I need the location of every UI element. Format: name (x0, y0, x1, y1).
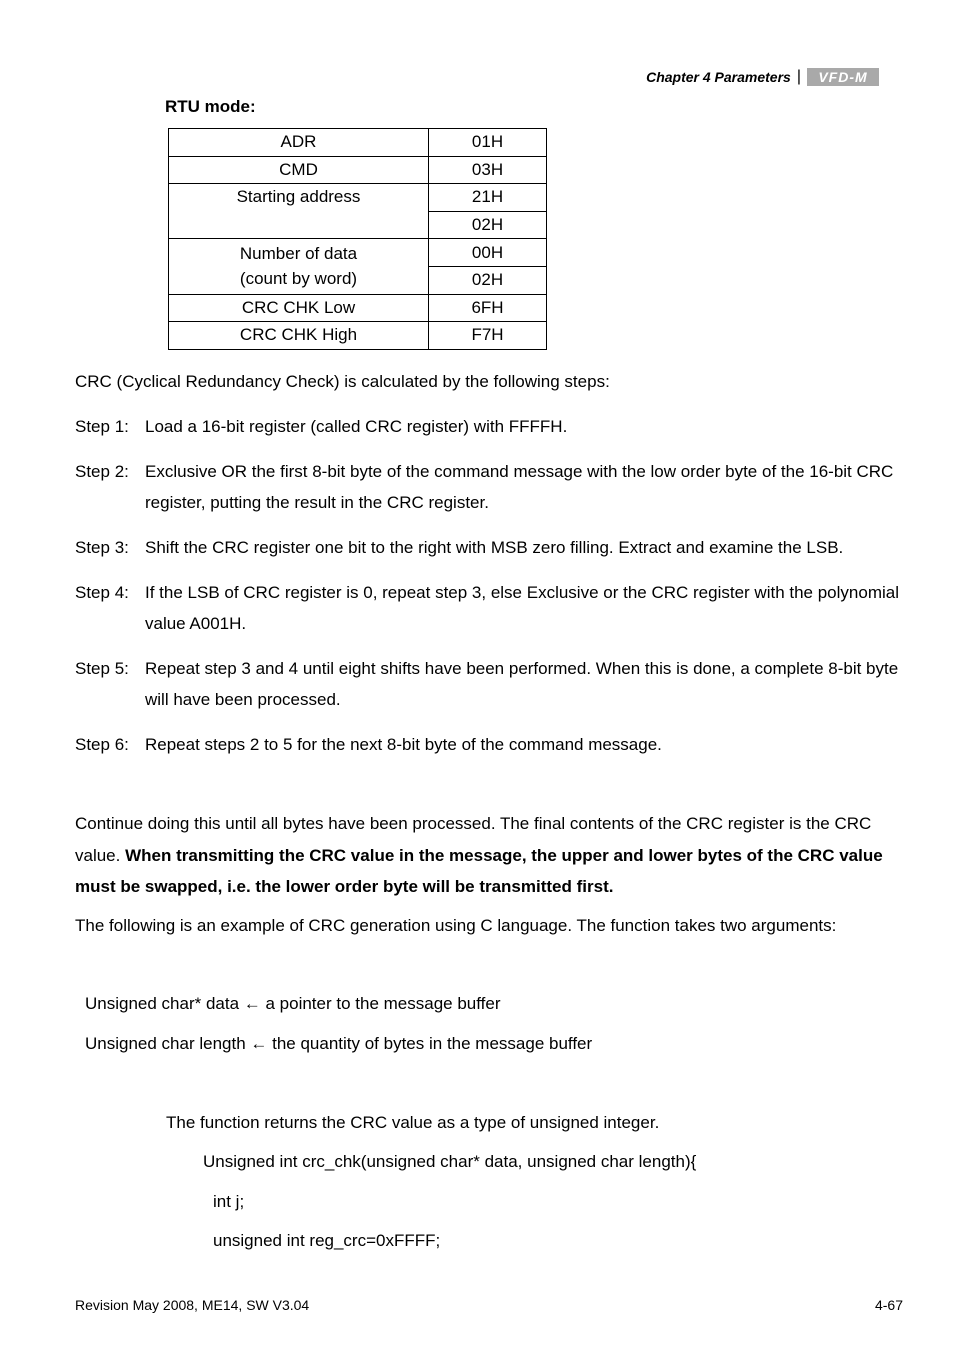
step-4 (75, 577, 905, 639)
table-row (169, 322, 547, 350)
rtu-mode-title: RTU mode: (165, 97, 256, 116)
arg-length: Unsigned char length ← the quantity of bytes in the message buffer (85, 1034, 593, 1053)
step-text: Repeat step 3 and 4 until eight shifts have been performed. When this is done, a complete 8-bit byte will have been processed. (145, 659, 899, 709)
step-text: Repeat steps 2 to 5 for the next 8-bit byte of the command message. (145, 735, 662, 754)
step-label: Step 3: (75, 538, 129, 557)
table-label: Number of data (count by word) (169, 239, 429, 294)
page-number: 4-67 (874, 1297, 903, 1313)
code-line: Unsigned int crc_chk(unsigned char* data, unsigned char length){ (203, 1152, 697, 1171)
step-3 (75, 532, 905, 563)
table-label: ADR (169, 129, 429, 157)
step-1 (75, 411, 905, 442)
table-value: 03H (429, 156, 547, 184)
step-text: Exclusive OR the first 8-bit byte of the command message with the low order byte of the 16-bit CRC register, putting the result in the CRC register. (145, 462, 894, 512)
footer-revision: Revision May 2008, ME14, SW V3.04 (75, 1297, 310, 1313)
table-label: CMD (169, 156, 429, 184)
continue-bold-text: When transmitting the CRC value in the message, the upper and lower bytes of the CRC value must be swapped, i.e. the lower order byte will be transmitted first. (75, 845, 883, 896)
table-row (169, 184, 547, 212)
table-value: 02H (429, 211, 547, 239)
page-header (646, 68, 879, 86)
crc-intro: CRC (Cyclical Redundancy Check) is calculated by the following steps: (75, 372, 610, 391)
code-line: int j; (213, 1192, 245, 1211)
header-separator: | (796, 68, 801, 85)
table-value: 02H (429, 266, 547, 294)
table-row (169, 156, 547, 184)
vfd-m-logo: VFD-M (807, 68, 879, 86)
table-value: 01H (429, 129, 547, 157)
table-label: Starting address (169, 184, 429, 239)
step-label: Step 4: (75, 583, 129, 602)
step-label: Step 6: (75, 735, 129, 754)
step-2 (75, 456, 905, 518)
table-value: 21H (429, 184, 547, 212)
step-text: If the LSB of CRC register is 0, repeat step 3, else Exclusive or the CRC register with the polynomial value A001H. (145, 583, 899, 633)
code-line: unsigned int reg_crc=0xFFFF; (213, 1231, 441, 1250)
step-text: Load a 16-bit register (called CRC register) with FFFFH. (145, 417, 568, 436)
continue-text: Continue doing this until all bytes have been processed. The final contents of the CRC register is the CRC value. (75, 814, 872, 865)
table-label: CRC CHK Low (169, 294, 429, 322)
step-label: Step 1: (75, 417, 129, 436)
table-value: 6FH (429, 294, 547, 322)
table-row (169, 239, 547, 267)
table-row (169, 129, 547, 157)
continue-paragraph (75, 808, 905, 903)
chapter-title: Chapter 4 Parameters (646, 69, 791, 85)
arg-data: Unsigned char* data ← a pointer to the message buffer (85, 994, 501, 1013)
table-row (169, 294, 547, 322)
table-label: CRC CHK High (169, 322, 429, 350)
rtu-table (168, 128, 547, 350)
example-text: The following is an example of CRC generation using C language. The function takes two arguments: (75, 916, 837, 935)
table-value: F7H (429, 322, 547, 350)
step-6 (75, 729, 905, 760)
table-value: 00H (429, 239, 547, 267)
step-label: Step 5: (75, 659, 129, 678)
step-text: Shift the CRC register one bit to the right with MSB zero filling. Extract and examine the LSB. (145, 538, 844, 557)
returns-text: The function returns the CRC value as a type of unsigned integer. (166, 1113, 660, 1132)
step-label: Step 2: (75, 462, 129, 481)
step-5 (75, 653, 905, 715)
